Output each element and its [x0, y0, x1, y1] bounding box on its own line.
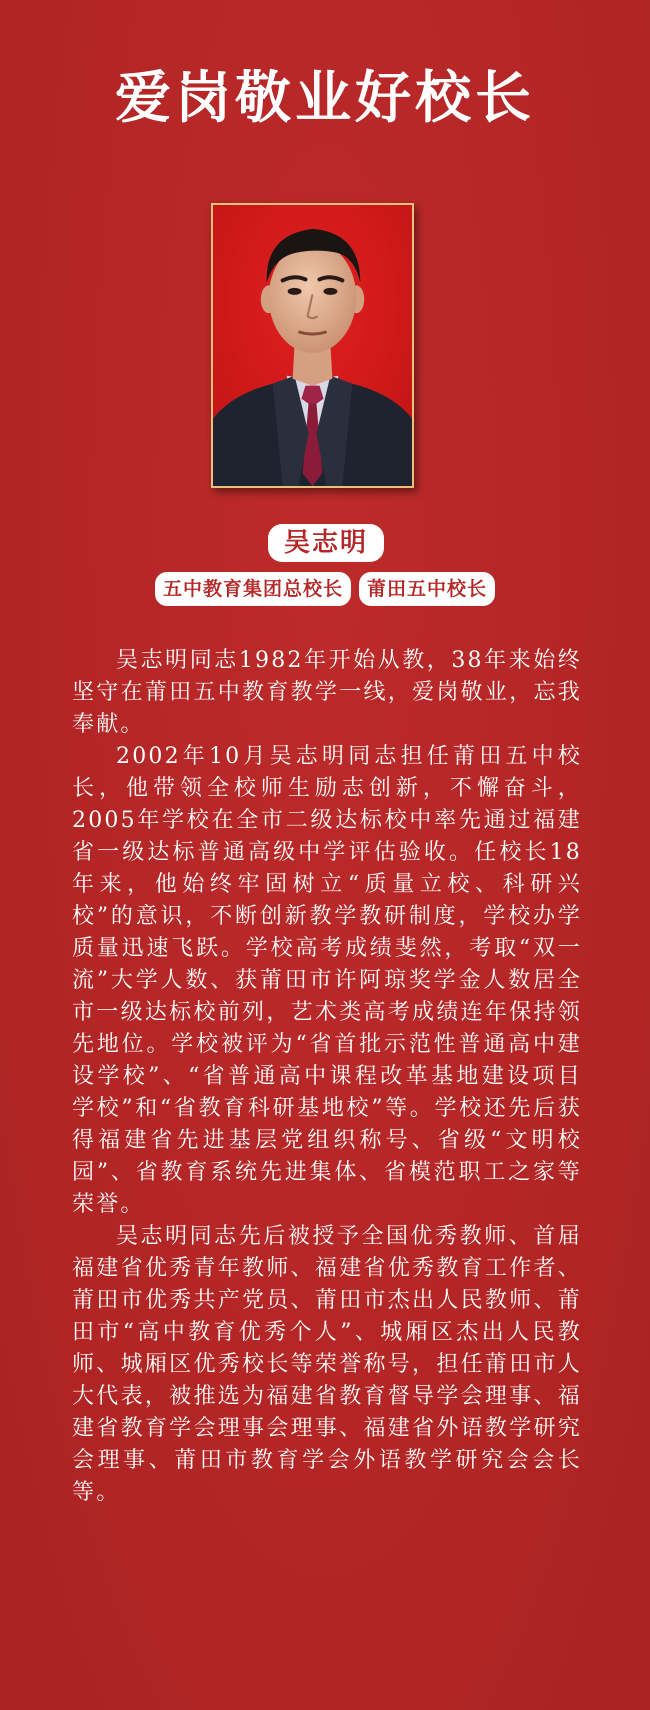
portrait-figure: [213, 205, 412, 486]
tag-school-principal: 莆田五中校长: [359, 572, 495, 606]
page-title: 爱岗敬业好校长: [115, 65, 535, 131]
tag-group-principal: 五中教育集团总校长: [155, 572, 351, 606]
biography-paragraph-1: 吴志明同志1982年开始从教，38年来始终坚守在莆田五中教育教学一线，爱岗敬业，忘我奉献。: [72, 648, 582, 737]
title-tags: [0, 572, 650, 606]
biography-paragraph-2: 2002年10月吴志明同志担任莆田五中校长，他带领全校师生励志创新，不懈奋斗，2005年学校在全市二级达标校中率先通过福建省一级达标普通高级中学评估验收。任校长18年来，他始终牢固树立“质量立校、科研兴校”的意识，不断创新教学教研制度，学校办学质量迅速飞跃。学校高考成绩斐然，考取“双一流”大学人数、获莆田市许阿琼奖学金人数居全市一级达标校前列，艺术类高考成绩连年保持领先地位。学校被评为“省首批示范性普通高中建设学校”、“省普通高中课程改革基地建设项目学校”和“省教育科研基地校”等。学校还先后获得福建省先进基层党组织称号、省级“文明校园”、省教育系统先进集体、省模范职工之家等荣誉。: [72, 744, 582, 1217]
person-name: 吴志明: [268, 524, 384, 562]
biography-text: [72, 645, 582, 1509]
biography-paragraph-3: 吴志明同志先后被授予全国优秀教师、首届福建省优秀青年教师、福建省优秀教育工作者、莆田市优秀共产党员、莆田市杰出人民教师、莆田市“高中教育优秀个人”、城厢区杰出人民教师、城厢区优秀校长等荣誉称号，担任莆田市人大代表，被推选为福建省教育督导学会理事、福建省教育学会理事会理事、福建省外语教学研究会理事、莆田市教育学会外语教学研究会会长等。: [72, 1224, 582, 1505]
portrait-photo: [211, 203, 414, 488]
